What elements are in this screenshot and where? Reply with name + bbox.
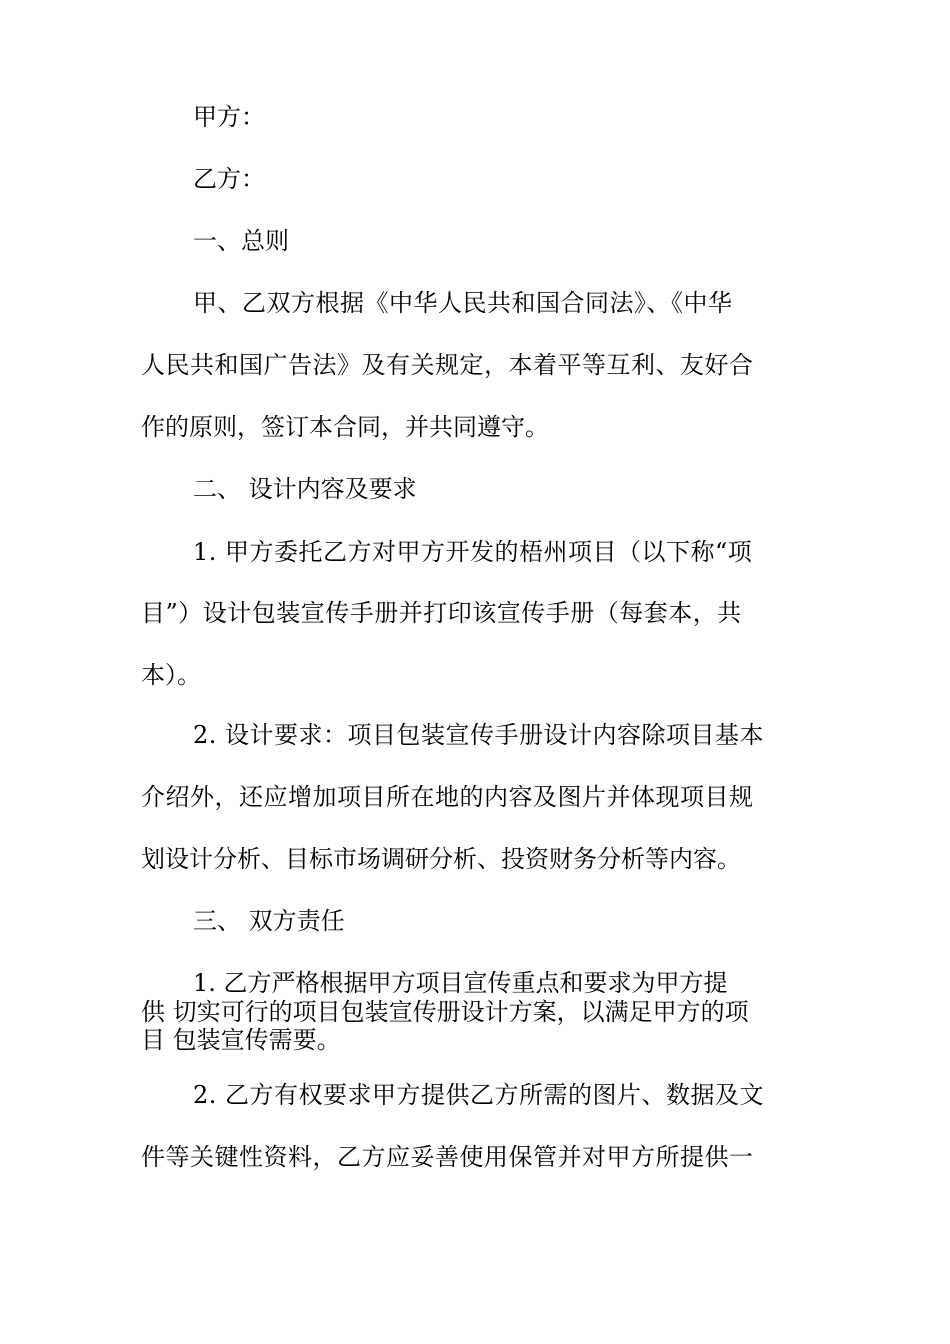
section-2-item-2-line-2: 介绍外，还应增加项目所在地的内容及图片并体现项目规 [141,783,754,811]
section-3-item-2-line-2: 件等关键性资料，乙方应妥善使用保管并对甲方所提供一 [141,1143,754,1171]
section-2-item-1-line-2: 目”）设计包装宣传手册并打印该宣传手册（每套本，共 [141,599,742,627]
section-2-item-1-line-1: 1. 甲方委托乙方对甲方开发的梧州项目（以下称“项 [193,538,753,566]
section-3-item-1-line-3: 目 包装宣传需要。 [141,1026,341,1054]
section-1-title: 一、总则 [193,227,289,255]
section-1-line-1: 甲、乙双方根据《中华人民共和国合同法》、《中华 [193,289,733,317]
section-2-title: 二、 设计内容及要求 [193,475,417,503]
section-3-item-1-line-2: 供 切实可行的项目包装宣传册设计方案，以满足甲方的项 [141,998,749,1026]
section-2-item-2-line-3: 划设计分析、目标市场调研分析、投资财务分析等内容。 [141,845,741,873]
section-2-item-1-line-3: 本）。 [141,661,201,689]
section-2-item-2-line-1: 2. 设计要求：项目包装宣传手册设计内容除项目基本 [193,721,765,749]
section-1-line-3: 作的原则，签订本合同，并共同遵守。 [141,413,549,441]
section-3-item-1-line-1: 1. 乙方严格根据甲方项目宣传重点和要求为甲方提 [193,969,728,997]
section-1-line-2: 人民共和国广告法》及有关规定，本着平等互利、友好合 [141,351,754,379]
party-a-label: 甲方： [193,103,265,131]
party-b-label: 乙方： [193,165,265,193]
section-3-item-2-line-1: 2. 乙方有权要求甲方提供乙方所需的图片、数据及文 [193,1081,765,1109]
section-3-title: 三、 双方责任 [193,907,345,935]
